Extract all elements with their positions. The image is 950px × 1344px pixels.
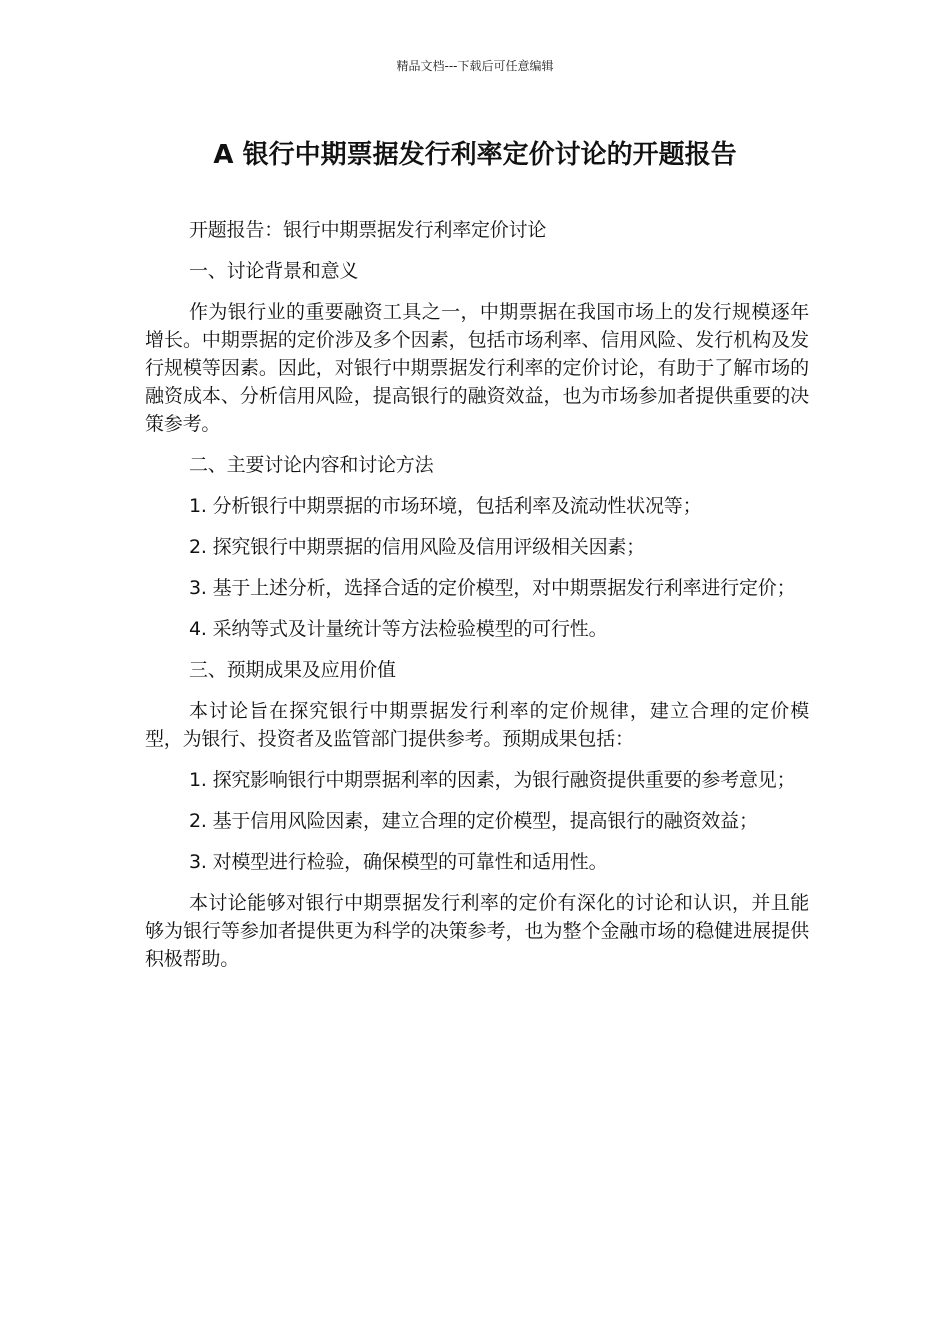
section-heading-content-methods: 二、主要讨论内容和讨论方法: [189, 454, 434, 476]
page-header: 精品文档---下载后可任意编辑: [396, 59, 554, 73]
list-item-method-1: 1. 分析银行中期票据的市场环境，包括利率及流动性状况等；: [189, 495, 702, 517]
section-heading-background: 一、讨论背景和意义: [189, 260, 359, 282]
section-heading-expected-results: 三、预期成果及应用价值: [189, 659, 396, 681]
list-item-result-2: 2. 基于信用风险因素，建立合理的定价模型，提高银行的融资效益；: [189, 810, 758, 832]
paragraph-conclusion: 本讨论能够对银行中期票据发行利率的定价有深化的讨论和认识，并且能够为银行等参加者提供更为科学的决策参考，也为整个金融市场的稳健进展提供积极帮助。: [145, 892, 809, 970]
paragraph-expected-results: 本讨论旨在探究银行中期票据发行利率的定价规律，建立合理的定价模型，为银行、投资者及监管部门提供参考。预期成果包括：: [145, 700, 809, 750]
list-item-result-3: 3. 对模型进行检验，确保模型的可靠性和适用性。: [189, 851, 608, 873]
list-item-result-1: 1. 探究影响银行中期票据利率的因素，为银行融资提供重要的参考意见；: [189, 769, 796, 791]
paragraph-background: 作为银行业的重要融资工具之一，中期票据在我国市场上的发行规模逐年增长。中期票据的定价涉及多个因素，包括市场利率、信用风险、发行机构及发行规模等因素。因此，对银行中期票据发行利率的定价讨论，有助于了解市场的融资成本、分析信用风险，提高银行的融资效益，也为市场参加者提供重要的决策参考。: [145, 301, 809, 435]
list-item-method-2: 2. 探究银行中期票据的信用风险及信用评级相关因素；: [189, 536, 645, 558]
document-body: [145, 216, 809, 986]
list-item-method-3: 3. 基于上述分析，选择合适的定价模型，对中期票据发行利率进行定价；: [189, 577, 796, 599]
list-item-method-4: 4. 采纳等式及计量统计等方法检验模型的可行性。: [189, 618, 608, 640]
document-title: A 银行中期票据发行利率定价讨论的开题报告: [213, 140, 737, 170]
report-subtitle: 开题报告：银行中期票据发行利率定价讨论: [189, 219, 547, 241]
